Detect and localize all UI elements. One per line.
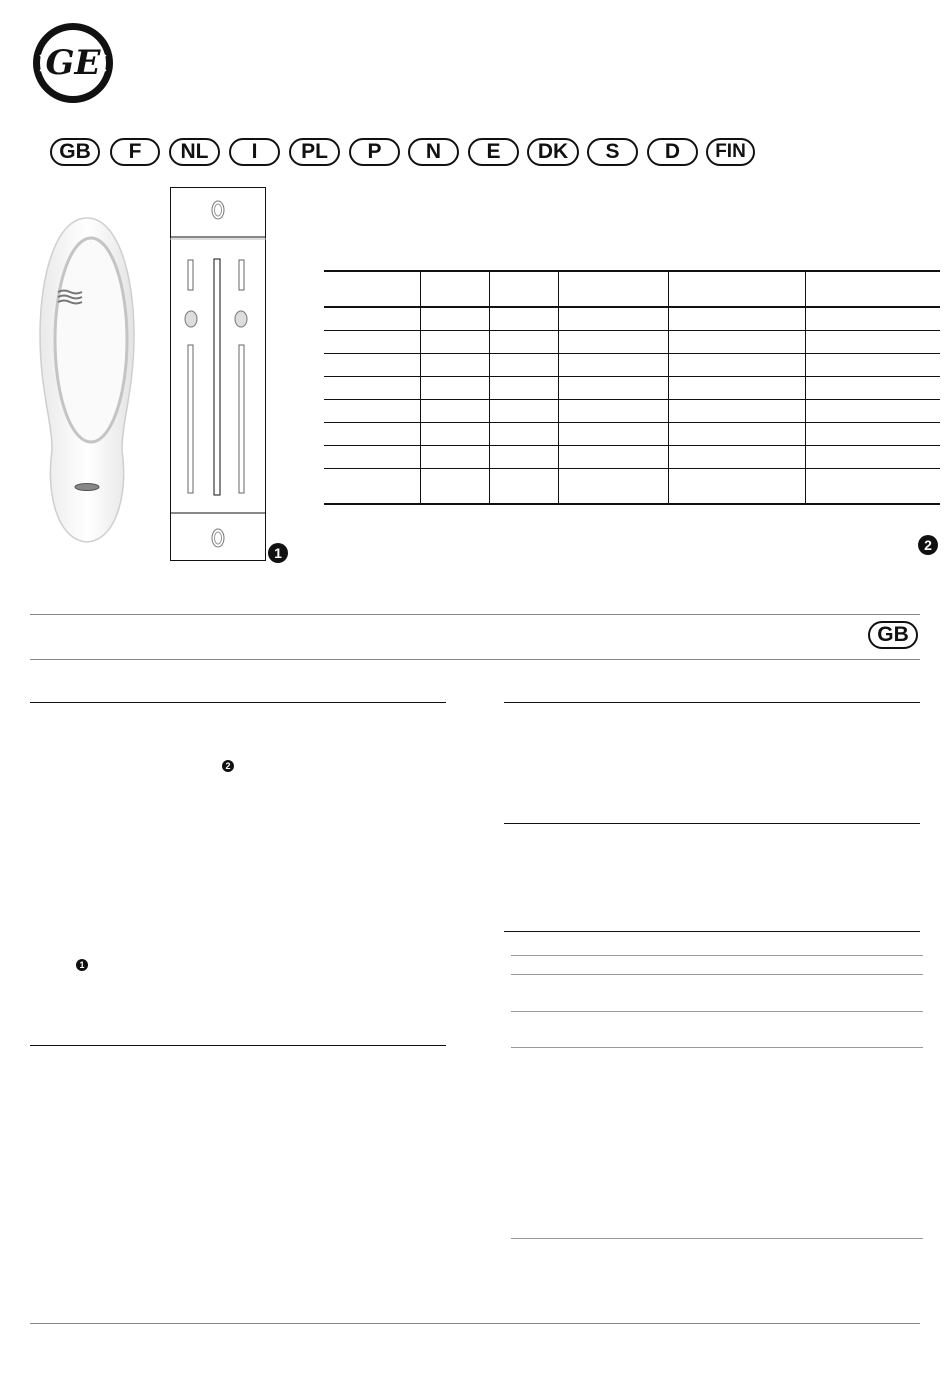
lang-fin[interactable]: FIN bbox=[706, 138, 755, 166]
table-row bbox=[324, 400, 940, 423]
left-heading-rule-1 bbox=[30, 702, 446, 703]
lang-d[interactable]: D bbox=[647, 138, 698, 166]
left-heading-rule-2 bbox=[30, 1045, 446, 1046]
section-rule-bottom bbox=[30, 659, 920, 660]
lang-f[interactable]: F bbox=[110, 138, 160, 166]
table-row bbox=[324, 446, 940, 469]
lang-e[interactable]: E bbox=[468, 138, 519, 166]
table-row bbox=[324, 354, 940, 377]
lang-dk[interactable]: DK bbox=[527, 138, 579, 166]
spec-table bbox=[324, 270, 940, 505]
lang-i[interactable]: I bbox=[229, 138, 280, 166]
figure-2-marker: 2 bbox=[918, 535, 938, 555]
right-list-rule bbox=[511, 1047, 923, 1048]
inline-figure-1-ref: 1 bbox=[76, 959, 88, 971]
ge-logo-icon bbox=[32, 22, 114, 104]
table-row bbox=[324, 423, 940, 446]
lang-nl[interactable]: NL bbox=[169, 138, 220, 166]
right-list-rule bbox=[511, 974, 923, 975]
table-row bbox=[324, 331, 940, 354]
right-list-rule bbox=[511, 955, 923, 956]
inline-figure-2-ref: 2 bbox=[222, 760, 234, 772]
device-front-illustration bbox=[36, 215, 138, 545]
footer-rule bbox=[30, 1323, 920, 1324]
device-back-illustration bbox=[170, 187, 267, 561]
right-list-rule bbox=[511, 1011, 923, 1012]
right-heading-rule-3 bbox=[504, 931, 920, 932]
section-language-badge: GB bbox=[868, 621, 918, 649]
language-selector bbox=[50, 138, 770, 170]
svg-text:GE: GE bbox=[45, 43, 101, 83]
lang-p[interactable]: P bbox=[349, 138, 400, 166]
lang-pl[interactable]: PL bbox=[289, 138, 340, 166]
figure-1-marker: 1 bbox=[268, 543, 288, 563]
lang-n[interactable]: N bbox=[408, 138, 459, 166]
ge-logo bbox=[32, 22, 114, 104]
right-heading-rule-2 bbox=[504, 823, 920, 824]
table-row bbox=[324, 377, 940, 400]
lang-s[interactable]: S bbox=[587, 138, 638, 166]
right-list-rule bbox=[511, 1238, 923, 1239]
section-rule-top bbox=[30, 614, 920, 615]
table-row bbox=[324, 469, 940, 505]
lang-gb[interactable]: GB bbox=[50, 138, 100, 166]
table-row bbox=[324, 307, 940, 331]
right-heading-rule-1 bbox=[504, 702, 920, 703]
table-row bbox=[324, 270, 940, 307]
